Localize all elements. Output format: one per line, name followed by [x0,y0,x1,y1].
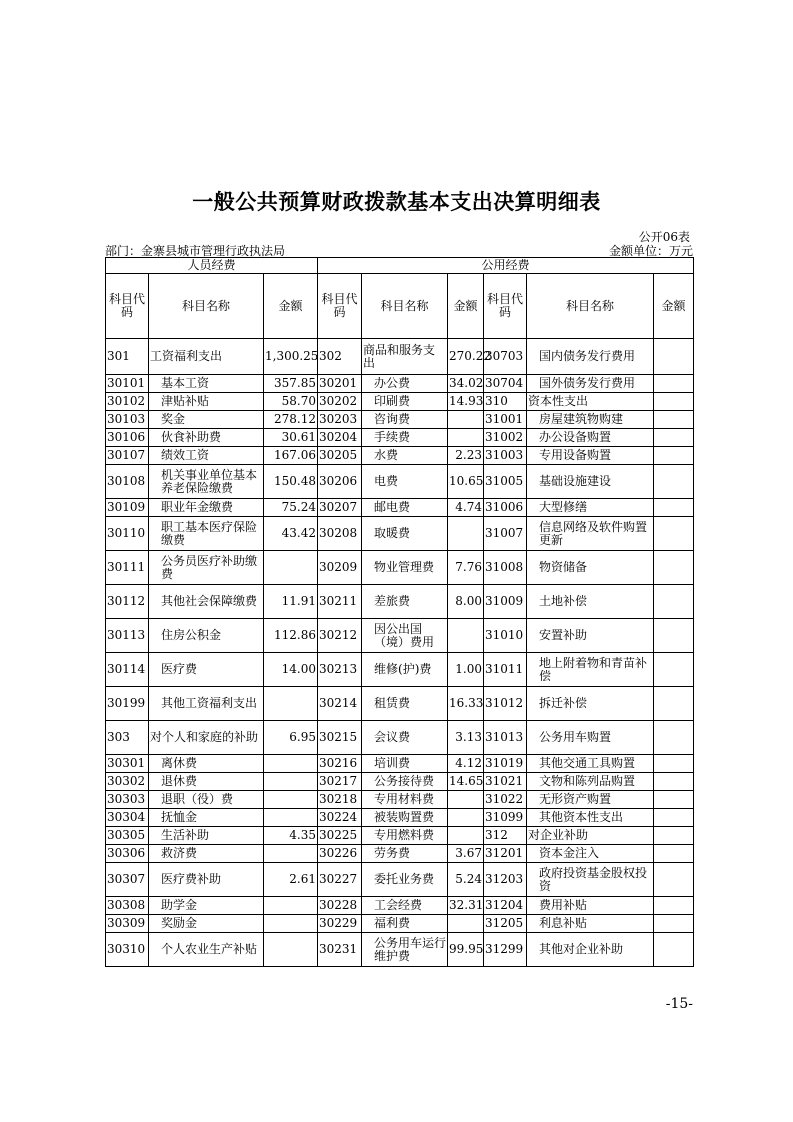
cell-name: 福利费 [362,915,448,933]
cell-name: 信息网络及软件购置更新 [527,517,654,551]
cell-code: 31099 [484,809,527,827]
cell-code: 30202 [318,393,362,411]
expenditure-table [105,257,694,967]
table-row [106,375,694,393]
cell-amount: 14.65 [448,773,484,791]
cell-name: 机关事业单位基本养老保险缴费 [149,465,264,499]
cell-name: 生活补助 [149,827,264,845]
table-row [106,447,694,465]
cell-code: 30106 [106,429,149,447]
cell-code: 30205 [318,447,362,465]
cell-code: 30206 [318,465,362,499]
cell-name: 物业管理费 [362,551,448,585]
cell-name: 离休费 [149,755,264,773]
code-header: 科目代码 [106,274,149,339]
cell-amount [264,551,318,585]
cell-code: 30101 [106,375,149,393]
cell-amount [654,339,694,375]
cell-amount: 8.00 [448,585,484,619]
cell-name: 维修(护)费 [362,653,448,687]
cell-name: 基本工资 [149,375,264,393]
cell-name: 工会经费 [362,897,448,915]
cell-name: 培训费 [362,755,448,773]
cell-amount [654,465,694,499]
cell-code: 30201 [318,375,362,393]
cell-name: 津贴补贴 [149,393,264,411]
cell-code: 30204 [318,429,362,447]
cell-amount [654,393,694,411]
cell-code: 31022 [484,791,527,809]
cell-code: 31006 [484,499,527,517]
cell-code: 30218 [318,791,362,809]
cell-amount [264,773,318,791]
cell-name: 资本性支出 [527,393,654,411]
cell-name: 其他资本性支出 [527,809,654,827]
cell-name: 国外债务发行费用 [527,375,654,393]
cell-code: 303 [106,721,149,755]
cell-amount [654,687,694,721]
cell-name: 政府投资基金股权投资 [527,863,654,897]
cell-name: 退休费 [149,773,264,791]
cell-name: 大型修缮 [527,499,654,517]
cell-code: 31008 [484,551,527,585]
page-title: 一般公共预算财政拨款基本支出决算明细表 [192,190,601,214]
cell-name: 公务接待费 [362,773,448,791]
cell-code: 30102 [106,393,149,411]
cell-amount [654,897,694,915]
cell-code: 30225 [318,827,362,845]
cell-code: 301 [106,339,149,375]
cell-code: 31013 [484,721,527,755]
cell-name: 地上附着物和青苗补偿 [527,653,654,687]
cell-amount [264,933,318,967]
cell-code: 30217 [318,773,362,791]
cell-code: 30305 [106,827,149,845]
table-row [106,791,694,809]
amount-unit-label: 金额单位：万元 [608,244,693,258]
cell-name: 助学金 [149,897,264,915]
cell-amount [654,863,694,897]
cell-amount [654,585,694,619]
cell-name: 对企业补助 [527,827,654,845]
cell-name: 公务用车购置 [527,721,654,755]
cell-amount: 270.22 [448,339,484,375]
table-row [106,393,694,411]
department-label: 部门：金寨县城市管理行政执法局 [105,244,286,258]
cell-amount [654,755,694,773]
cell-amount [654,447,694,465]
cell-amount [448,619,484,653]
cell-code: 30310 [106,933,149,967]
cell-amount [448,429,484,447]
cell-name: 会议费 [362,721,448,755]
cell-code: 30301 [106,755,149,773]
cell-amount: 357.85 [264,375,318,393]
cell-amount [448,791,484,809]
cell-code: 30307 [106,863,149,897]
cell-amount [448,517,484,551]
cell-amount: 5.24 [448,863,484,897]
cell-name: 咨询费 [362,411,448,429]
cell-code: 31012 [484,687,527,721]
table-row [106,517,694,551]
cell-code: 30228 [318,897,362,915]
cell-amount [654,933,694,967]
table-row [106,411,694,429]
cell-code: 30226 [318,845,362,863]
cell-amount [654,375,694,393]
cell-name: 其他社会保障缴费 [149,585,264,619]
cell-amount: 75.24 [264,499,318,517]
table-row [106,915,694,933]
cell-name: 电费 [362,465,448,499]
cell-code: 30209 [318,551,362,585]
cell-name: 土地补偿 [527,585,654,619]
cell-name: 其他交通工具购置 [527,755,654,773]
cell-amount: 6.95 [264,721,318,755]
cell-name: 医疗费 [149,653,264,687]
cell-code: 30107 [106,447,149,465]
cell-amount: 43.42 [264,517,318,551]
cell-name: 拆迁补偿 [527,687,654,721]
table-row [106,721,694,755]
cell-name: 无形资产购置 [527,791,654,809]
cell-amount [264,809,318,827]
cell-amount: 1,300.25 [264,339,318,375]
cell-amount [654,791,694,809]
public-header: 公用经费 [318,258,694,274]
cell-code: 31007 [484,517,527,551]
cell-name: 物资储备 [527,551,654,585]
cell-amount [264,897,318,915]
cell-amount [654,827,694,845]
cell-name: 退职（役）费 [149,791,264,809]
cell-name: 因公出国（境）费用 [362,619,448,653]
cell-name: 奖金 [149,411,264,429]
table-row [106,653,694,687]
cell-code: 30203 [318,411,362,429]
cell-code: 31205 [484,915,527,933]
cell-code: 31203 [484,863,527,897]
amount-header: 金额 [264,274,318,339]
cell-name: 专用设备购置 [527,447,654,465]
cell-amount [654,411,694,429]
page-number: -15- [665,996,693,1012]
cell-code: 31002 [484,429,527,447]
table-row [106,429,694,447]
cell-name: 办公费 [362,375,448,393]
cell-amount [654,773,694,791]
cell-code: 30208 [318,517,362,551]
cell-amount [654,915,694,933]
cell-name: 劳务费 [362,845,448,863]
cell-name: 房屋建筑物购建 [527,411,654,429]
cell-code: 30231 [318,933,362,967]
cell-code: 30212 [318,619,362,653]
table-row [106,499,694,517]
cell-amount: 150.48 [264,465,318,499]
cell-name: 救济费 [149,845,264,863]
cell-code: 30302 [106,773,149,791]
cell-name: 费用补贴 [527,897,654,915]
cell-code: 30224 [318,809,362,827]
cell-name: 绩效工资 [149,447,264,465]
cell-name: 资本金注入 [527,845,654,863]
cell-name: 租赁费 [362,687,448,721]
table-row [106,551,694,585]
cell-amount [448,809,484,827]
cell-amount: 7.76 [448,551,484,585]
cell-code: 31005 [484,465,527,499]
cell-name: 文物和陈列品购置 [527,773,654,791]
cell-code: 30306 [106,845,149,863]
cell-amount [264,915,318,933]
cell-name: 水费 [362,447,448,465]
cell-amount: 4.74 [448,499,484,517]
cell-name: 专用材料费 [362,791,448,809]
cell-amount [654,517,694,551]
cell-amount: 32.31 [448,897,484,915]
cell-name: 医疗费补助 [149,863,264,897]
table-row [106,687,694,721]
cell-name: 邮电费 [362,499,448,517]
cell-amount: 4.12 [448,755,484,773]
cell-name: 被装购置费 [362,809,448,827]
amount-header: 金额 [448,274,484,339]
cell-amount [448,411,484,429]
table-row [106,933,694,967]
cell-name: 公务员医疗补助缴费 [149,551,264,585]
cell-amount: 58.70 [264,393,318,411]
cell-name: 其他工资福利支出 [149,687,264,721]
cell-code: 31011 [484,653,527,687]
cell-code: 30216 [318,755,362,773]
cell-amount: 14.00 [264,653,318,687]
table-body [106,339,694,967]
code-header: 科目代码 [318,274,362,339]
table-row [106,809,694,827]
cell-name: 工资福利支出 [149,339,264,375]
cell-amount [654,499,694,517]
cell-name: 商品和服务支出 [362,339,448,375]
form-number: 公开06表 [638,230,690,244]
cell-name: 国内债务发行费用 [527,339,654,375]
cell-code: 30199 [106,687,149,721]
cell-amount [654,619,694,653]
cell-code: 31009 [484,585,527,619]
cell-name: 伙食补助费 [149,429,264,447]
cell-name: 安置补助 [527,619,654,653]
cell-name: 职工基本医疗保险缴费 [149,517,264,551]
cell-name: 手续费 [362,429,448,447]
cell-amount [264,845,318,863]
cell-code: 31299 [484,933,527,967]
table-row [106,585,694,619]
cell-code: 30214 [318,687,362,721]
cell-code: 31021 [484,773,527,791]
cell-code: 302 [318,339,362,375]
cell-amount: 167.06 [264,447,318,465]
name-header: 科目名称 [149,274,264,339]
cell-name: 取暖费 [362,517,448,551]
personnel-header: 人员经费 [106,258,318,274]
cell-amount [264,791,318,809]
table-row [106,755,694,773]
cell-code: 30309 [106,915,149,933]
table-row [106,863,694,897]
cell-amount [654,721,694,755]
cell-name: 公务用车运行维护费 [362,933,448,967]
cell-name: 差旅费 [362,585,448,619]
table-row [106,827,694,845]
amount-header: 金额 [654,274,694,339]
table-row [106,897,694,915]
cell-code: 31010 [484,619,527,653]
cell-name: 奖励金 [149,915,264,933]
cell-amount [654,551,694,585]
table-row [106,773,694,791]
cell-code: 30103 [106,411,149,429]
cell-name: 抚恤金 [149,809,264,827]
cell-name: 个人农业生产补贴 [149,933,264,967]
cell-code: 30227 [318,863,362,897]
cell-code: 30215 [318,721,362,755]
cell-amount: 4.35 [264,827,318,845]
cell-code: 30112 [106,585,149,619]
cell-amount: 1.00 [448,653,484,687]
cell-name: 基础设施建设 [527,465,654,499]
cell-name: 其他对企业补助 [527,933,654,967]
table-row [106,465,694,499]
cell-name: 印刷费 [362,393,448,411]
cell-amount [654,653,694,687]
cell-code: 30213 [318,653,362,687]
cell-name: 委托业务费 [362,863,448,897]
cell-code: 30207 [318,499,362,517]
table-row [106,619,694,653]
cell-code: 30703 [484,339,527,375]
cell-amount: 34.02 [448,375,484,393]
cell-code: 30111 [106,551,149,585]
cell-amount: 112.86 [264,619,318,653]
cell-code: 310 [484,393,527,411]
cell-amount: 2.23 [448,447,484,465]
cell-amount: 3.67 [448,845,484,863]
cell-amount [448,915,484,933]
name-header: 科目名称 [527,274,654,339]
cell-code: 30229 [318,915,362,933]
name-header: 科目名称 [362,274,448,339]
cell-amount: 2.61 [264,863,318,897]
cell-amount [264,687,318,721]
cell-code: 30704 [484,375,527,393]
cell-amount [654,429,694,447]
cell-amount [448,827,484,845]
cell-amount: 3.13 [448,721,484,755]
cell-amount [654,845,694,863]
cell-code: 31204 [484,897,527,915]
cell-amount: 99.95 [448,933,484,967]
cell-name: 对个人和家庭的补助 [149,721,264,755]
cell-name: 职业年金缴费 [149,499,264,517]
cell-code: 31003 [484,447,527,465]
cell-code: 312 [484,827,527,845]
cell-code: 30114 [106,653,149,687]
cell-name: 利息补贴 [527,915,654,933]
cell-code: 30108 [106,465,149,499]
table-row [106,339,694,375]
cell-code: 30303 [106,791,149,809]
cell-code: 31201 [484,845,527,863]
cell-amount [654,809,694,827]
cell-code: 30113 [106,619,149,653]
cell-amount: 11.91 [264,585,318,619]
cell-amount: 14.93 [448,393,484,411]
cell-code: 30308 [106,897,149,915]
cell-code: 30304 [106,809,149,827]
cell-name: 办公设备购置 [527,429,654,447]
code-header: 科目代码 [484,274,527,339]
cell-name: 住房公积金 [149,619,264,653]
cell-amount: 16.33 [448,687,484,721]
cell-amount [264,755,318,773]
cell-code: 30109 [106,499,149,517]
cell-amount: 278.12 [264,411,318,429]
cell-amount: 30.61 [264,429,318,447]
cell-code: 30211 [318,585,362,619]
cell-amount: 10.65 [448,465,484,499]
cell-code: 31019 [484,755,527,773]
cell-code: 31001 [484,411,527,429]
table-row [106,845,694,863]
cell-name: 专用燃料费 [362,827,448,845]
cell-code: 30110 [106,517,149,551]
